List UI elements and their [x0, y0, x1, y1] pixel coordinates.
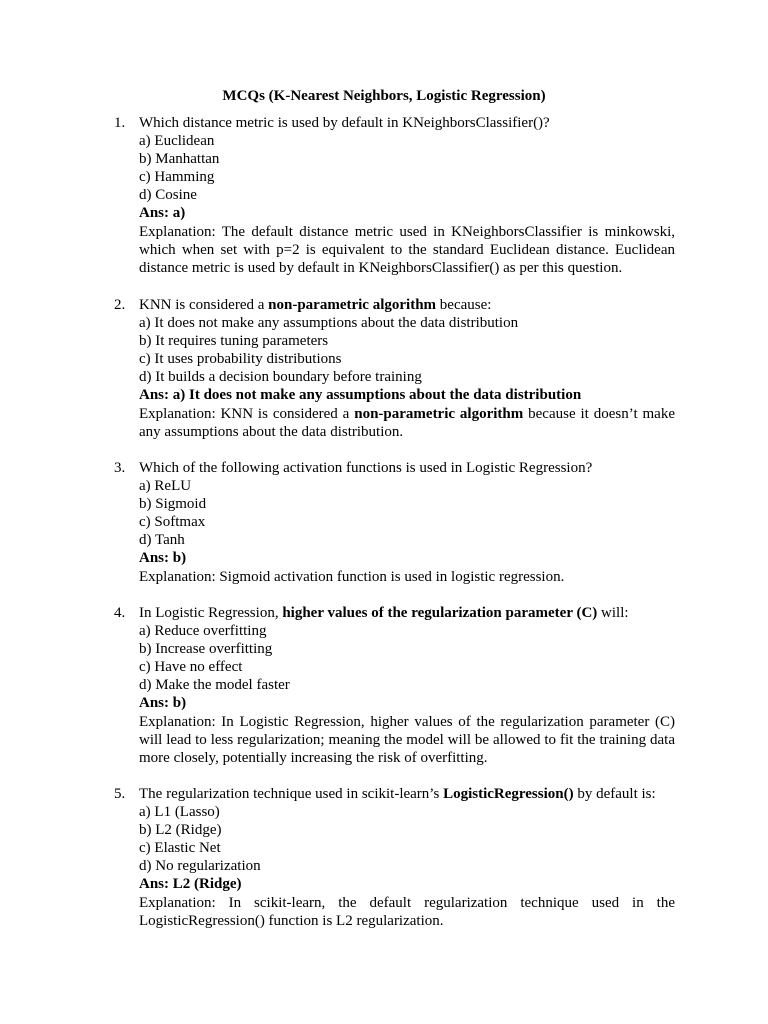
option-a: a) It does not make any assumptions about the data distribution	[139, 315, 519, 332]
option-a: a) Euclidean	[139, 133, 215, 150]
option-a: a) Reduce overfitting	[139, 623, 267, 640]
option-b: b) Manhattan	[139, 151, 220, 168]
explanation: Explanation: KNN is considered a non-parametric algorithm because it doesn’t make any assumptions about the data distribution.	[139, 405, 675, 440]
question-text: In Logistic Regression, higher values of the regularization parameter (C) will:	[139, 605, 629, 621]
question-emphasis: higher values of the regularization parameter (C)	[282, 605, 598, 621]
option-c: c) Have no effect	[139, 659, 243, 676]
question-text: The regularization technique used in scikit-learn’s LogisticRegression() by default is:	[139, 786, 656, 802]
question-text: Which distance metric is used by default in KNeighborsClassifier()?	[139, 115, 550, 131]
option-b: b) Increase overfitting	[139, 641, 273, 658]
option-d: d) No regularization	[139, 858, 261, 875]
answer: Ans: b)	[139, 695, 187, 712]
explanation-emphasis: non-parametric algorithm	[354, 405, 524, 422]
explanation: Explanation: In Logistic Regression, higher values of the regularization parameter (C) will lead to less regularization; meaning the model will be allowed to fit the training data more closely, potentially increasing the risk of overfitting.	[139, 713, 675, 766]
question-number: 5.	[114, 786, 126, 802]
question-text: Which of the following activation functions is used in Logistic Regression?	[139, 460, 593, 476]
question-number: 4.	[114, 605, 126, 621]
question-body	[139, 785, 675, 930]
option-d: d) Cosine	[139, 187, 197, 204]
option-d: d) It builds a decision boundary before training	[139, 369, 422, 386]
question-emphasis: LogisticRegression()	[443, 786, 574, 802]
question-number: 3.	[114, 460, 126, 476]
question-body	[139, 459, 675, 586]
option-b: b) L2 (Ridge)	[139, 822, 222, 839]
answer: Ans: a) It does not make any assumptions about the data distribution	[139, 387, 582, 404]
option-c: c) Softmax	[139, 514, 206, 531]
explanation: Explanation: The default distance metric used in KNeighborsClassifier is minkowski, which when set with p=2 is equivalent to the standard Euclidean distance. Euclidean distance metric is used by default in KNeighborsClassifier() as per this question.	[139, 223, 675, 276]
question-emphasis: non-parametric algorithm	[268, 297, 437, 313]
question-number: 2.	[114, 297, 126, 313]
option-a: a) L1 (Lasso)	[139, 804, 220, 821]
answer: Ans: a)	[139, 205, 186, 222]
option-b: b) Sigmoid	[139, 496, 207, 513]
question-number: 1.	[114, 115, 126, 131]
option-d: d) Tanh	[139, 532, 185, 549]
question-body	[139, 296, 675, 441]
option-a: a) ReLU	[139, 478, 192, 495]
question-body	[139, 604, 675, 767]
option-c: c) Elastic Net	[139, 840, 221, 857]
page-title: MCQs (K-Nearest Neighbors, Logistic Regression)	[222, 88, 546, 104]
answer: Ans: L2 (Ridge)	[139, 876, 242, 893]
option-c: c) Hamming	[139, 169, 215, 186]
answer: Ans: b)	[139, 550, 187, 567]
option-c: c) It uses probability distributions	[139, 351, 342, 368]
explanation: Explanation: In scikit-learn, the default regularization technique used in the LogisticRegression() function is L2 regularization.	[139, 894, 675, 929]
explanation: Explanation: Sigmoid activation function is used in logistic regression.	[139, 568, 565, 585]
option-d: d) Make the model faster	[139, 677, 290, 694]
option-b: b) It requires tuning parameters	[139, 333, 329, 350]
question-text: KNN is considered a non-parametric algorithm because:	[139, 297, 492, 313]
question-body	[139, 114, 675, 277]
